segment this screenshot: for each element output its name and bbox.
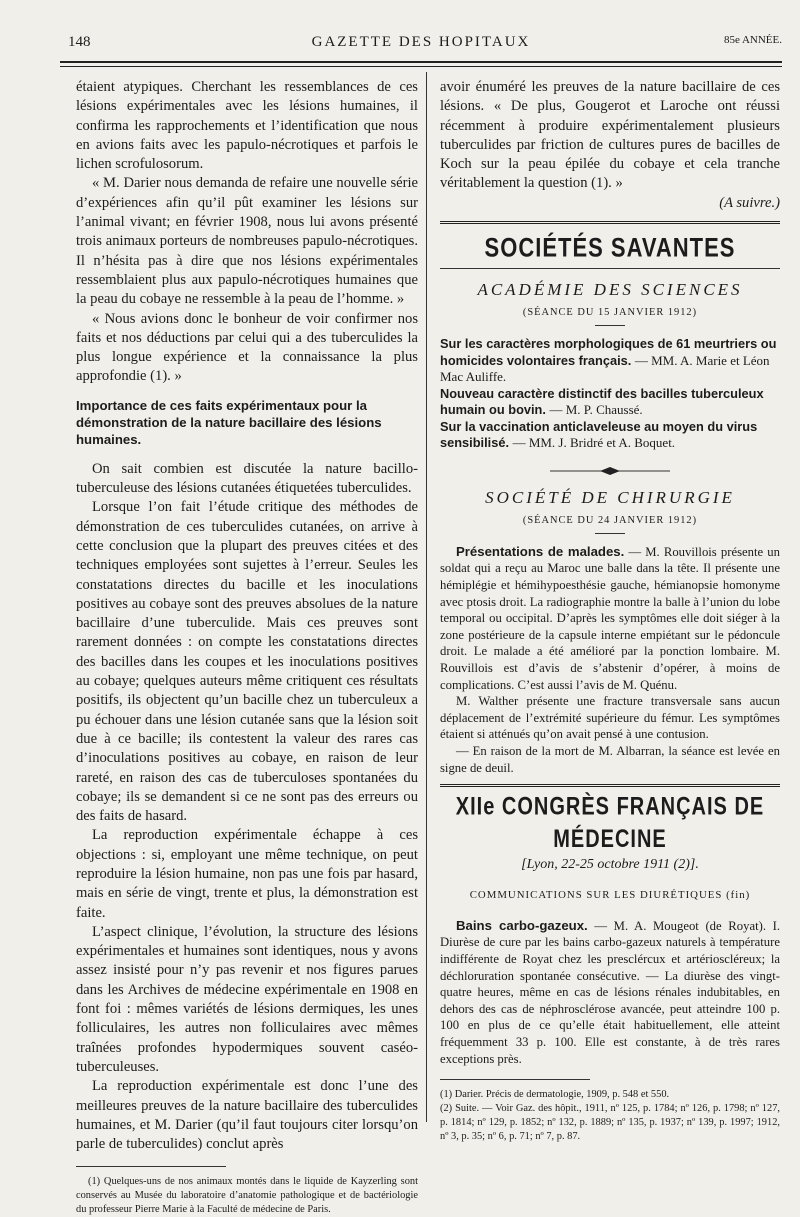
entry-authors: — M. P. Chaussé. <box>549 402 643 418</box>
footnote: (1) Quelques-uns de nos animaux montés dans le liquide de Kayzerling sont conservés au Musée du laboratoire d’anatomie pathologique et de bactériologie du professeur Pierre Marie à la Faculté de médecine de Paris. <box>76 1176 418 1216</box>
header-rule <box>60 61 782 63</box>
paragraph: étaient atypiques. Cherchant les ressemblances de ces lésions expérimentales avec les lésions humaines, il confirma les rapprochements et l’identification que nous en avions faits avec les papulo-nécrotiques et parfois le lichen scrofulosorum. <box>76 79 418 173</box>
session-date: (SÉANCE DU 24 JANVIER 1912) <box>522 514 698 526</box>
section-rule <box>440 221 780 224</box>
paragraph <box>440 918 780 1067</box>
section-title: SOCIÉTÉS SAVANTES <box>484 232 736 263</box>
paragraph: avoir énuméré les preuves de la nature bacillaire de ces lésions. « De plus, Gougerot et Laroche ont réussi récemment à produire expérimentalement plusieurs tuberculides par friction de cultures pures de bacilles de Koch sur la peau épilée du cobaye et cela tranche véritablement la question (1). » <box>440 79 780 192</box>
session-date: (SÉANCE DU 15 JANVIER 1912) <box>522 307 698 319</box>
paragraph: « M. Darier nous demanda de refaire une nouvelle série d’expériences afin qu’il pût examiner les lésions sur l’animal vivant; en février 1908, nous lui avons présenté trois animaux porteurs de nombreuses papulo-nécrotiques. Il n’hésita pas à dire que nos lésions expérimentales ressemblaient plus aux papulo-nécrotiques humaines que la peau du cobaye ne ressemble à la peau de l’homme. » <box>76 175 418 308</box>
paragraph: On sait combien est discutée la nature bacillo-tuberculeuse des lésions cutanées étiquetées tuberculides. <box>76 460 418 497</box>
lead-title: Bains carbo-gazeux. <box>456 917 588 933</box>
entry-title: Sur la vaccination anticlaveleuse au moyen du virus sensibilisé. <box>440 418 758 451</box>
footnote: (2) Suite. — Voir Gaz. des hôpit., 1911, nº 125, p. 1784; nº 126, p. 1798; nº 127, p. 1814; nº 129, p. 1852; nº 132, p. 1889; nº 135, p. 1937; nº 139, p. 1997; 1912, nº 3, p. 35; nº 6, p. 71; nº 7, p. 87. <box>440 1103 780 1143</box>
congress-title: XIIe CONGRÈS FRANÇAIS DE MÉDECINE <box>455 793 765 854</box>
paragraph: La reproduction expérimentale est donc l’une des meilleures preuves de la nature bacillaire des tuberculides humaines, et M. Darier (qu’il faut toujours citer lorsqu’on parle de tuberculides) conclut après <box>76 1078 418 1153</box>
paragraph: M. Walther présente une fracture transversale sans aucun déplacement de l’extrémité supérieure du fémur. Les symptômes étaient si atténués qu’on avait pensé à une contusion. <box>440 694 780 742</box>
congress-place-date: [Lyon, 22-25 octobre 1911 (2)]. <box>521 857 699 873</box>
entry-authors: — MM. A. Marie et Léon Mac Auliffe. <box>440 352 770 385</box>
entry-authors: — MM. J. Bridré et A. Boquet. <box>512 435 676 451</box>
ornament-divider <box>440 462 780 481</box>
paragraph: L’aspect clinique, l’évolution, la structure des lésions expérimentales et humaines sont identiques, nous y avons assez insisté pour n’y pas revenir et nos figures parues dans les Archives de médecine expérimentale en 1908 en font foi : mêmes variétés de lésions dermiques, les unes folliculaires, les autres non folliculaires avec mêmes traînées profondes hypodermiques souvent caséo-tuberculeuses. <box>76 923 418 1075</box>
communication-entry <box>440 419 780 452</box>
header-rule-thin <box>60 66 782 67</box>
footnote: (1) Darier. Précis de dermatologie, 1909, p. 548 et 550. <box>440 1089 670 1101</box>
ornament-icon <box>550 467 670 475</box>
paragraph-text: — M. Rouvillois présente un soldat qui a reçu au Maroc une balle dans la tête. Il présente une hémiplégie et hémihypoesthésie gauche, hémianopsie homonyme avec ptosis droit. La radiographie montre la balle à l’union du lobe temporal ou occipital. D’après les symptômes elle doit siéger à la zone postérieure de la capsule interne empiétant sur le pédoncule droit. Le malade a été amélioré par la ponction lombaire. M. Rouvillois est d’avis de s’abstenir d’opérer, à moins de complications. C’est aussi l’avis de M. Quénu. <box>440 544 780 692</box>
year-label: 85e ANNÉE. <box>723 34 782 46</box>
paragraph: Lorsque l’on fait l’étude critique des méthodes de démonstration de ces tuberculides cutanées, on arrive à cette conclusion que la plupart des preuves citées et des techniques employées sont sujettes à l’erreur. Seules les constatations directes du bacille et les inoculations positives au cobaye sont des preuves absolues de la nature bacillaire d’une tuberculide. Mais ces preuves sont rarement données : on compte les constatations directes des bacilles dans les coupes et les inoculations positives au cobaye; quelques auteurs même critiquent ces résultats positifs, ils objectent qu’un bacille chez un tuberculeux a pu échouer dans une lésion cutanée sans que la lésion soit due à ce bacille; ils contestent la valeur des rares cas d’inoculations positives au cobaye, en raison de leur rareté, en raison des cas de tuberculoses spontanées du cobaye; ils se demandent si ce ne sont pas des erreurs ou des faits de hasard. <box>76 499 418 825</box>
short-rule <box>595 533 625 534</box>
paragraph <box>440 544 780 693</box>
to-be-continued: (A suivre.) <box>719 194 780 211</box>
footnote-rule <box>76 1166 226 1167</box>
communication-entry <box>440 386 780 419</box>
page-number: 148 <box>68 34 91 50</box>
paragraph: — En raison de la mort de M. Albarran, la séance est levée en signe de deuil. <box>440 744 780 775</box>
communications-heading: COMMUNICATIONS SUR LES DIURÉTIQUES (fin) <box>469 889 751 902</box>
short-rule <box>595 325 625 326</box>
column-divider <box>426 72 427 1122</box>
communication-entry <box>440 336 780 386</box>
paragraph: La reproduction expérimentale échappe à ces objections : si, employant une même technique, on peut reproduire la lésion humaine, non pas une fois par hasard, mais en série de vingt, trente et plus, la démonstration est faite. <box>76 827 418 921</box>
section-rule <box>440 784 780 787</box>
right-column <box>440 78 780 1144</box>
lead-title: Présentations de malades. <box>456 543 625 559</box>
entry-title: Nouveau caractère distinctif des bacilles tuberculeux humain ou bovin. <box>440 385 764 418</box>
paragraph: « Nous avions donc le bonheur de voir confirmer nos faits et nos déductions par celui qui a des tuberculides la plus longue expérience et la connaissance la plus approfondie (1). » <box>76 310 418 385</box>
society-title: ACADÉMIE DES SCIENCES <box>477 280 743 300</box>
footnote-rule <box>440 1079 590 1080</box>
left-column <box>76 78 418 1217</box>
society-title: SOCIÉTÉ DE CHIRURGIE <box>485 487 735 507</box>
journal-title: GAZETTE DES HOPITAUX <box>311 34 531 50</box>
entry-title: Sur les caractères morphologiques de 61 meurtriers ou homicides volontaires français. <box>440 336 777 368</box>
rule <box>440 268 780 269</box>
section-heading: Importance de ces faits expérimentaux pour la démonstration de la nature bacillaire des lésions humaines. <box>76 397 382 447</box>
paragraph-text: — M. A. Mougeot (de Royat). I. Diurèse de cure par les bains carbo-gazeux naturels à température indifférente de Royat chez les presclércux et artérioscléreux; la déchloruration spontanée consécutive. — La diurèse des vingt-quatre heures, même en cas de lésions rénales indubitables, en dehors des cas de néphrosclérose avancée, peut atteindre 100 p. 100 en plus de ce qu’elle était habituellement, elle atteint fréquemment 33 p. 100. Elle est constante, à de très rares exceptions près. <box>440 918 781 1066</box>
running-header <box>60 34 782 54</box>
